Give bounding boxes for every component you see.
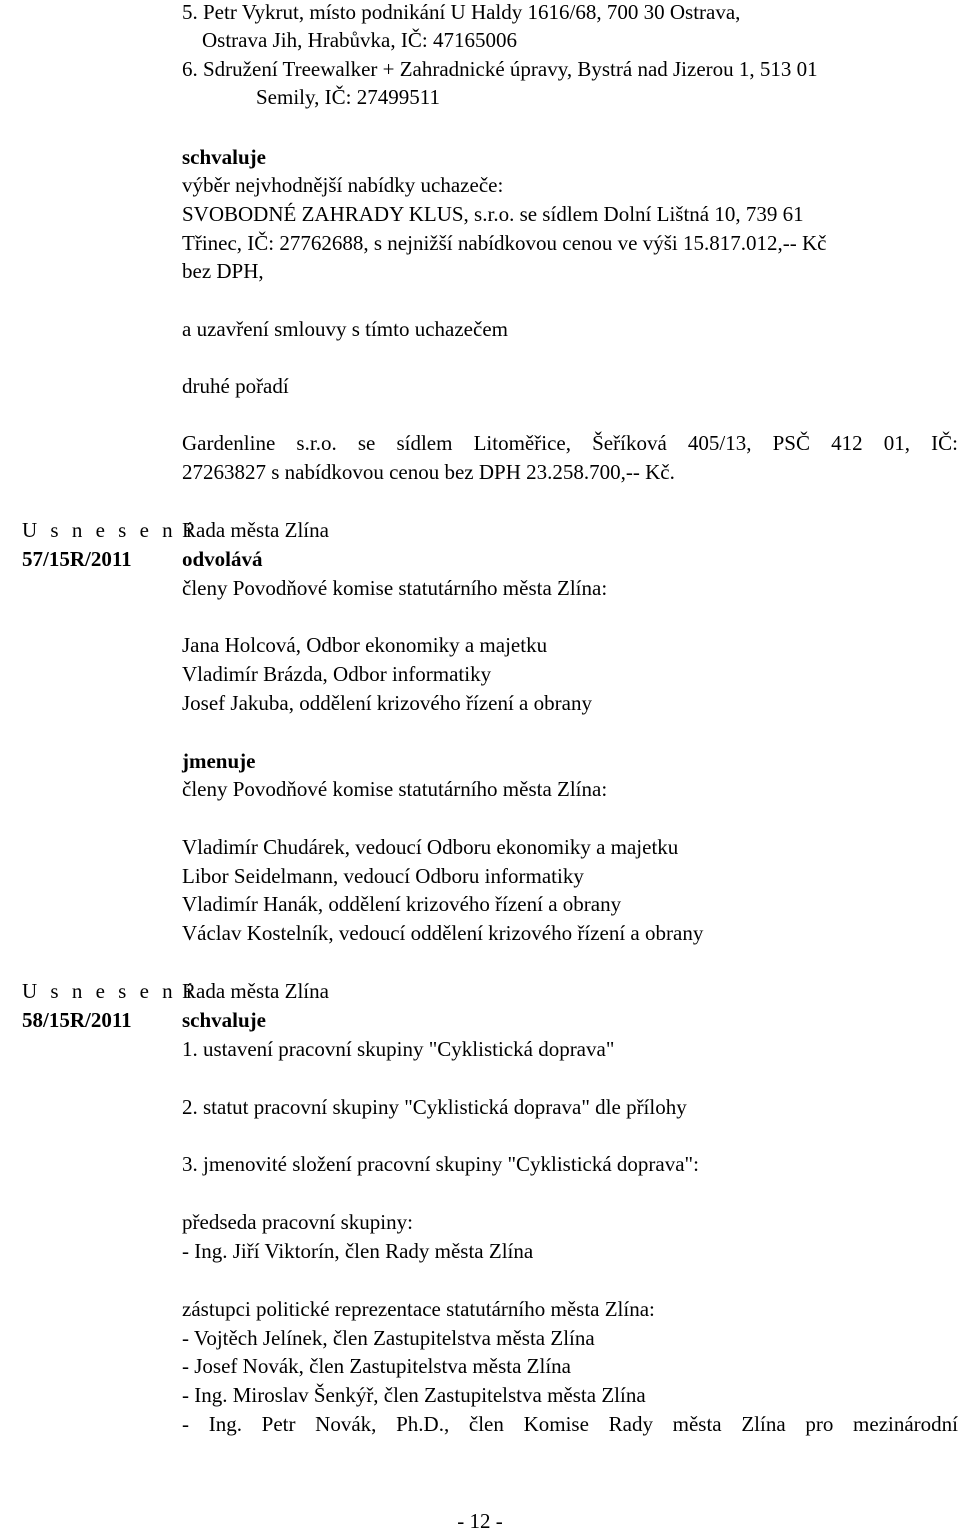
list-item: Vladimír Chudárek, vedoucí Odboru ekonomiky a majetku: [182, 835, 679, 859]
list-item: Vladimír Hanák, oddělení krizového řízení a obrany: [182, 892, 622, 916]
list-item-6: 6. Sdružení Treewalker + Zahradnické úpravy, Bystrá nad Jizerou 1, 513 01: [182, 57, 818, 81]
list-item: Vladimír Brázda, Odbor informatiky: [182, 662, 492, 686]
text-line: Třinec, IČ: 27762688, s nejnižší nabídkovou cenou ve výši 15.817.012,-- Kč: [182, 231, 827, 255]
text-line: bez DPH,: [182, 259, 264, 283]
list-item-5-cont: Ostrava Jih, Hrabůvka, IČ: 47165006: [202, 28, 517, 52]
verb-jmenuje: jmenuje: [182, 749, 256, 773]
list-item-justified: - Ing. Petr Novák, Ph.D., člen Komise Rady města Zlína pro mezinárodní: [182, 1412, 958, 1436]
resolution-body: Rada města Zlína: [182, 979, 329, 1003]
resolution-number: 57/15R/2011: [22, 547, 132, 571]
resolution-body: Rada města Zlína: [182, 518, 329, 542]
verb-schvaluje: schvaluje: [182, 1008, 266, 1032]
list-item: - Vojtěch Jelínek, člen Zastupitelstva města Zlína: [182, 1326, 595, 1350]
list-item: 1. ustavení pracovní skupiny "Cyklistická doprava": [182, 1037, 615, 1061]
list-item-6-cont: Semily, IČ: 27499511: [256, 85, 440, 109]
list-item: 2. statut pracovní skupiny "Cyklistická doprava" dle přílohy: [182, 1095, 687, 1119]
resolution-label: U s n e s e n í: [22, 979, 196, 1003]
list-item: - Josef Novák, člen Zastupitelstva města Zlína: [182, 1354, 571, 1378]
list-item: - Ing. Miroslav Šenkýř, člen Zastupitelstva města Zlína: [182, 1383, 646, 1407]
list-item: - Ing. Jiří Viktorín, člen Rady města Zlína: [182, 1239, 534, 1263]
list-item: Jana Holcová, Odbor ekonomiky a majetku: [182, 633, 548, 657]
list-item: Václav Kostelník, vedoucí oddělení krizového řízení a obrany: [182, 921, 704, 945]
page-number: - 12 -: [457, 1509, 503, 1533]
text-line: členy Povodňové komise statutárního města Zlína:: [182, 777, 608, 801]
text-line: členy Povodňové komise statutárního města Zlína:: [182, 576, 608, 600]
list-item: 3. jmenovité složení pracovní skupiny "Cyklistická doprava":: [182, 1152, 699, 1176]
text-line: SVOBODNÉ ZAHRADY KLUS, s.r.o. se sídlem Dolní Lištná 10, 739 61: [182, 202, 804, 226]
resolution-number: 58/15R/2011: [22, 1008, 132, 1032]
section-heading: zástupci politické reprezentace statutárního města Zlína:: [182, 1297, 655, 1321]
section-heading: předseda pracovní skupiny:: [182, 1210, 413, 1234]
verb-odvolava: odvolává: [182, 547, 263, 571]
text-line: 27263827 s nabídkovou cenou bez DPH 23.258.700,-- Kč.: [182, 460, 675, 484]
text-line-justified: Gardenline s.r.o. se sídlem Litoměřice, Šeříková 405/13, PSČ 412 01, IČ:: [182, 431, 958, 455]
list-item: Libor Seidelmann, vedoucí Odboru informatiky: [182, 864, 584, 888]
text-line: druhé pořadí: [182, 374, 289, 398]
text-line: a uzavření smlouvy s tímto uchazečem: [182, 317, 508, 341]
resolution-label: U s n e s e n í: [22, 518, 196, 542]
list-item-5: 5. Petr Vykrut, místo podnikání U Haldy 1616/68, 700 30 Ostrava,: [182, 0, 741, 24]
text-line: výběr nejvhodnější nabídky uchazeče:: [182, 173, 504, 197]
verb-schvaluje: schvaluje: [182, 145, 266, 169]
list-item: Josef Jakuba, oddělení krizového řízení a obrany: [182, 691, 592, 715]
